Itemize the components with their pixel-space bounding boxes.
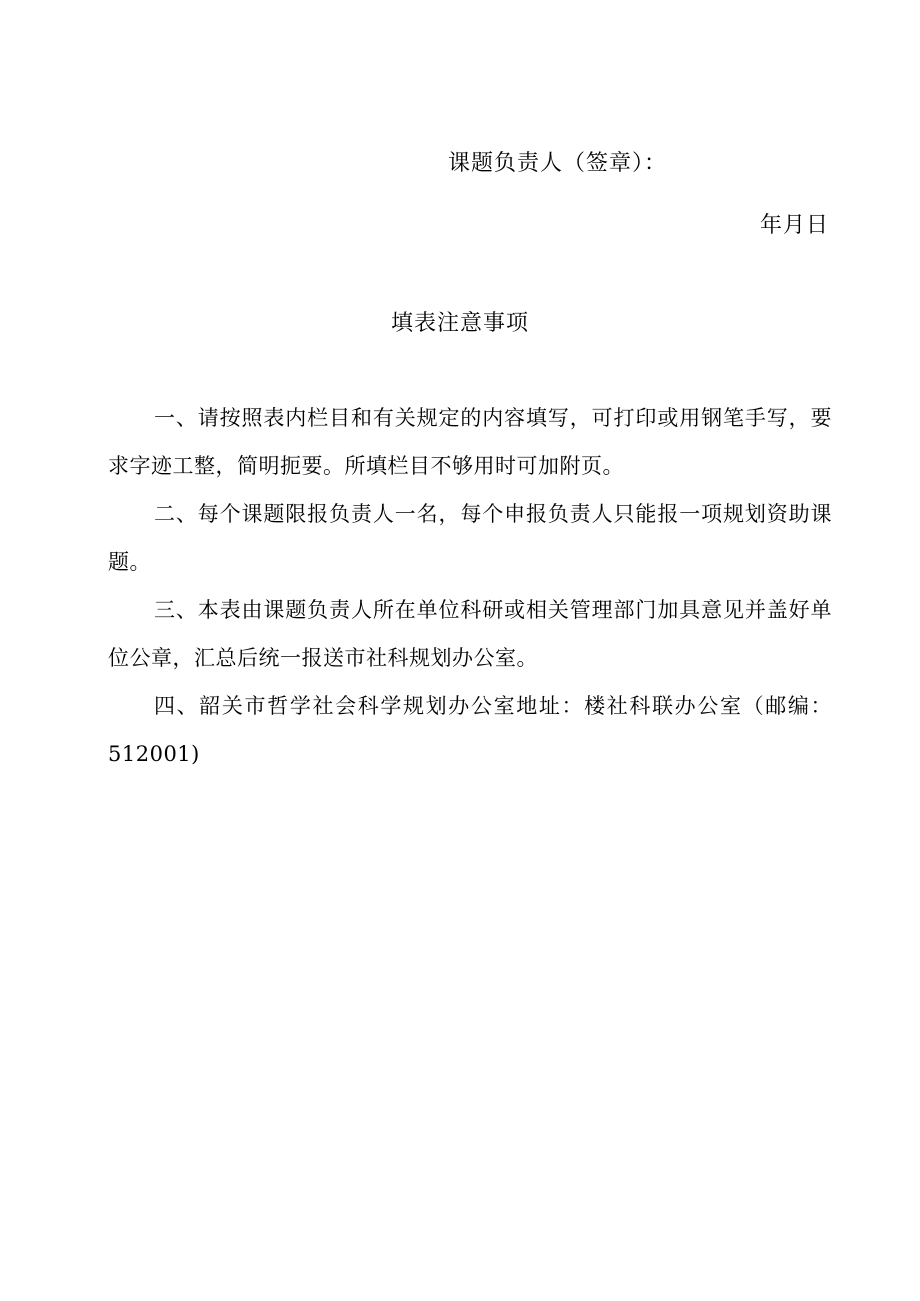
date-label: 年月日 [759,213,829,238]
note-item-2: 二、每个课题限报负责人一名，每个申报负责人只能报一项规划资助课题。 [108,502,832,574]
notes-title: 填表注意事项 [390,311,529,336]
note-item-3: 三、本表由课题负责人所在单位科研或相关管理部门加具意见并盖好单位公章，汇总后统一报送市社科规划办公室。 [108,598,832,670]
signature-label: 课题负责人（签章）： [448,151,668,176]
note-item-4: 四、韶关市哲学社会科学规划办公室地址：楼社科联办公室（邮编：512001) [108,694,832,766]
notes-list [108,394,832,778]
note-item-1: 一、请按照表内栏目和有关规定的内容填写，可打印或用钢笔手写，要求字迹工整，简明扼要。所填栏目不够用时可加附页。 [108,406,832,478]
